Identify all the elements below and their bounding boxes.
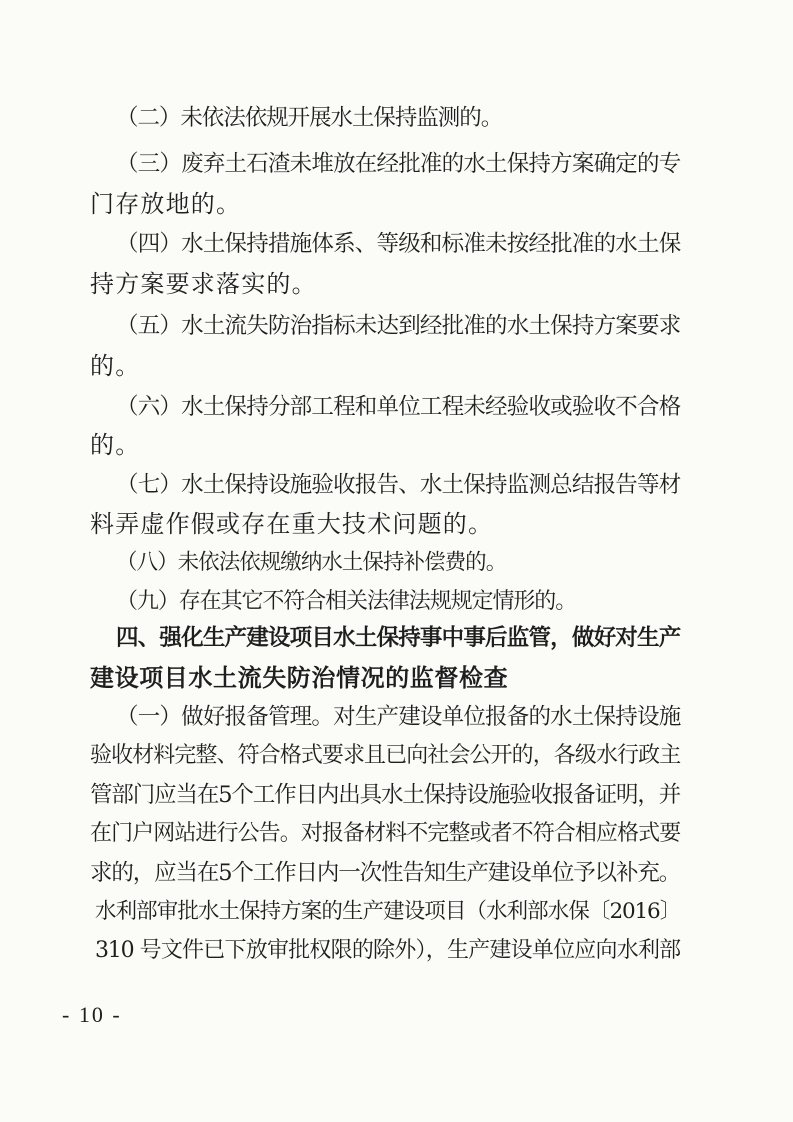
item-7-line-1: （七）水土保持设施验收报告、水土保持监测总结报告等材 [116, 472, 680, 498]
item-2-line-1: （二）未依法依规开展水土保持监测的。 [116, 105, 502, 131]
item-6-line-1: （六）水土保持分部工程和单位工程未经验收或验收不合格 [116, 394, 680, 420]
section-4-para-line-1: （一）做好报备管理。对生产建设单位报备的水土保持设施 [116, 704, 680, 730]
item-3-line-1: （三）废弃土石渣未堆放在经批准的水土保持方案确定的专 [116, 151, 680, 177]
section-4-heading-line-2: 建设项目水土流失防治情况的监督检查 [90, 664, 509, 692]
item-9-line-1: （九）存在其它不符合相关法律法规规定情形的。 [116, 589, 576, 614]
item-5-line-2: 的。 [90, 352, 141, 380]
section-4-para-line-5: 求的，应当在5个工作日内一次性告知生产建设单位予以补充。 [90, 860, 680, 886]
section-4-para-line-6: 水利部审批水土保持方案的生产建设项目（水利部水保〔2016〕 [95, 899, 680, 924]
item-3-line-2: 门存放地的。 [90, 190, 242, 218]
section-4-para-line-3: 管部门应当在5个工作日内出具水土保持设施验收报备证明，并 [90, 782, 680, 808]
section-4-para-line-4: 在门户网站进行公告。对报备材料不完整或者不符合相应格式要 [90, 821, 680, 846]
section-4-para-line-7: 310 号文件已下放审批权限的除外），生产建设单位应向水利部 [95, 938, 680, 963]
item-4-line-2: 持方案要求落实的。 [90, 270, 317, 298]
item-6-line-2: 的。 [90, 431, 141, 459]
item-7-line-2: 料弄虚作假或存在重大技术问题的。 [90, 510, 494, 538]
page-number: - 10 - [62, 1002, 122, 1027]
item-5-line-1: （五）水土流失防治指标未达到经批准的水土保持方案要求 [116, 313, 680, 339]
item-8-line-1: （八）未依法依规缴纳水土保持补偿费的。 [116, 550, 506, 575]
item-4-line-1: （四）水土保持措施体系、等级和标准未按经批准的水土保 [116, 231, 680, 257]
section-4-heading-line-1: 四、强化生产建设项目水土保持事中事后监管，做好对生产 [116, 625, 680, 651]
section-4-para-line-2: 验收材料完整、符合格式要求且已向社会公开的，各级水行政主 [90, 743, 680, 768]
